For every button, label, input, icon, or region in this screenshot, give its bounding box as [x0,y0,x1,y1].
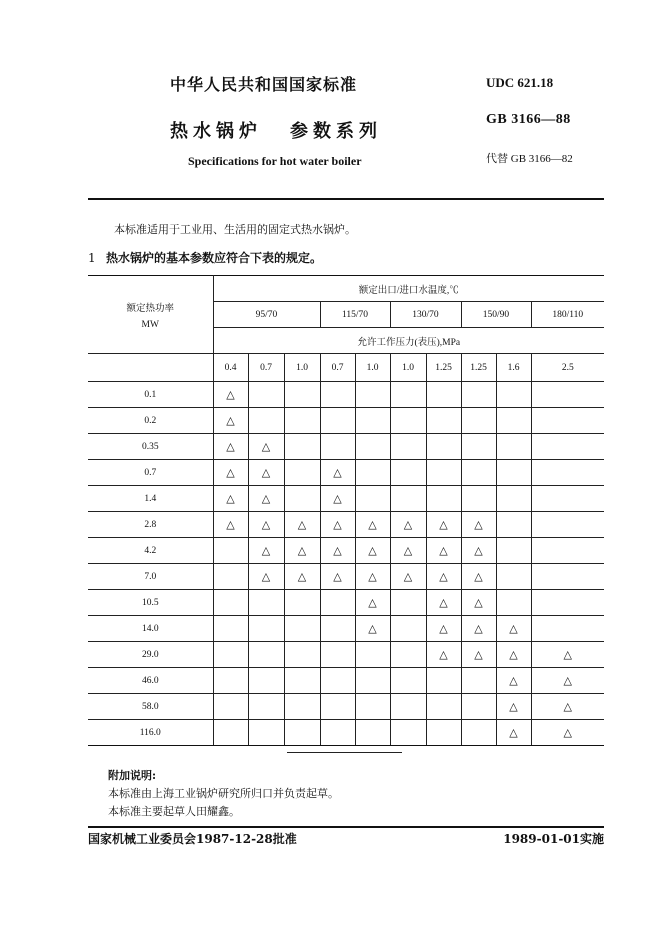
table-row [88,720,604,746]
table-cell [248,642,284,668]
scope-statement: 本标准适用于工业用、生活用的固定式热水锅炉。 [114,223,356,236]
table-cell [426,460,461,486]
table-cell [531,694,604,720]
table-cell [320,668,355,694]
table-cell [390,590,426,616]
table-cell [461,668,496,694]
table-cell [496,434,531,460]
table-cell [531,512,604,538]
table-cell [320,538,355,564]
applicable-mark-icon: △ [474,518,483,531]
applicable-mark-icon: △ [439,648,448,661]
table-cell [496,668,531,694]
effective-date: 1989-01-01实施 [503,832,604,846]
document-title-a: 热水锅炉 [170,121,262,142]
power-value: 58.0 [88,694,213,720]
table-cell [461,642,496,668]
table-cell [461,590,496,616]
applicable-mark-icon: △ [403,518,413,531]
table-cell [461,616,496,642]
table-cell [355,486,390,512]
table-cell [496,408,531,434]
table-cell [461,564,496,590]
table-cell [355,434,390,460]
applicable-mark-icon: △ [509,648,518,661]
table-cell [213,590,248,616]
applicable-mark-icon: △ [368,622,377,635]
applicable-mark-icon: △ [226,518,235,531]
table-cell [320,694,355,720]
table-row [88,512,604,538]
table-cell [390,694,426,720]
table-cell [531,720,604,746]
standard-title: 中华人民共和国国家标准 [170,75,358,94]
table-cell [496,720,531,746]
applicable-mark-icon: △ [474,622,483,635]
table-cell [284,512,320,538]
applicable-mark-icon: △ [297,570,307,583]
table-cell [284,616,320,642]
table-cell [355,590,390,616]
table-cell [426,486,461,512]
applicable-mark-icon: △ [226,440,235,453]
pressure-row-blank [88,354,213,382]
table-cell [355,564,390,590]
power-value: 116.0 [88,720,213,746]
table-cell [248,694,284,720]
applicable-mark-icon: △ [509,700,518,713]
table-cell [320,382,355,408]
table-cell [248,720,284,746]
power-value: 7.0 [88,564,213,590]
table-cell [461,408,496,434]
table-cell [531,538,604,564]
table-cell [320,408,355,434]
table-cell [390,408,426,434]
pressure-value: 2.5 [531,354,604,382]
table-cell [284,538,320,564]
table-cell [320,564,355,590]
table-cell [531,642,604,668]
applicable-mark-icon: △ [439,544,448,557]
table-cell [355,668,390,694]
table-cell [531,382,604,408]
table-cell [248,668,284,694]
table-cell [531,564,604,590]
applicable-mark-icon: △ [333,570,342,583]
rowhead-cell [88,276,213,354]
table-cell [426,408,461,434]
table-cell [390,616,426,642]
rowhead-label: 额定热功率 [126,303,174,314]
table-cell [248,486,284,512]
table-cell [355,408,390,434]
table-cell [390,382,426,408]
notes-heading: 附加说明: [108,769,157,782]
temp-group-95-70: 95/70 [213,302,320,328]
applicable-mark-icon: △ [563,674,572,687]
table-cell [213,538,248,564]
table-cell [284,668,320,694]
table-cell [213,564,248,590]
table-cell [248,564,284,590]
table-cell [390,460,426,486]
table-cell [390,668,426,694]
applicable-mark-icon: △ [368,596,377,609]
applicable-mark-icon: △ [226,466,235,479]
temp-group-150-90: 150/90 [461,302,531,328]
table-cell [531,434,604,460]
applicable-mark-icon: △ [563,726,572,739]
applicable-mark-icon: △ [439,518,448,531]
table-cell [320,616,355,642]
table-cell [213,512,248,538]
temp-group-130-70: 130/70 [390,302,461,328]
table-cell [496,642,531,668]
power-value: 0.7 [88,460,213,486]
document-title [170,117,382,143]
table-cell [213,694,248,720]
applicable-mark-icon: △ [439,570,448,583]
applicable-mark-icon: △ [261,466,271,479]
table-row [88,486,604,512]
applicable-mark-icon: △ [439,596,448,609]
table-row [88,460,604,486]
table-cell [284,408,320,434]
table-cell [355,694,390,720]
pressure-value: 1.25 [426,354,461,382]
table-cell [213,460,248,486]
table-cell [320,512,355,538]
power-value: 46.0 [88,668,213,694]
table-cell [496,382,531,408]
replaces-note: 代替 GB 3166—82 [486,153,573,165]
table-row [88,408,604,434]
table-cell [320,590,355,616]
table-cell [248,590,284,616]
table-cell [213,408,248,434]
table-cell [390,434,426,460]
power-value: 2.8 [88,512,213,538]
table-cell [248,408,284,434]
pressure-value: 1.0 [355,354,390,382]
table-cell [320,642,355,668]
table-cell [390,486,426,512]
pressure-value: 1.0 [284,354,320,382]
applicable-mark-icon: △ [474,544,483,557]
table-cell [390,512,426,538]
applicable-mark-icon: △ [333,466,342,479]
applicable-mark-icon: △ [563,648,572,661]
pressure-value: 1.0 [390,354,426,382]
table-cell [390,642,426,668]
table-cell [284,486,320,512]
header-divider [88,198,604,200]
power-value: 0.35 [88,434,213,460]
table-cell [531,616,604,642]
notes-line-2: 本标准主要起草人田耀鑫。 [108,805,240,818]
applicable-mark-icon: △ [439,622,448,635]
table-cell [461,382,496,408]
table-cell [320,486,355,512]
temp-group-180-110: 180/110 [531,302,604,328]
applicable-mark-icon: △ [509,674,518,687]
table-cell [248,382,284,408]
applicable-mark-icon: △ [261,440,271,453]
table-cell [248,434,284,460]
pressure-value: 0.7 [320,354,355,382]
table-cell [426,434,461,460]
approval-date: 国家机械工业委员会1987-12-28批准 [88,832,297,846]
table-cell [248,616,284,642]
pressure-value: 0.4 [213,354,248,382]
temp-group-115-70: 115/70 [320,302,390,328]
applicable-mark-icon: △ [226,492,235,505]
applicable-mark-icon: △ [333,518,342,531]
table-row [88,382,604,408]
applicable-mark-icon: △ [509,726,518,739]
table-cell [426,694,461,720]
table-cell [461,486,496,512]
table-cell [496,512,531,538]
applicable-mark-icon: △ [333,544,342,557]
table-cell [496,564,531,590]
table-cell [213,720,248,746]
table-row [88,564,604,590]
applicable-mark-icon: △ [368,518,377,531]
table-cell [355,642,390,668]
table-cell [355,460,390,486]
temperature-header: 额定出口/进口水温度,℃ [213,276,604,302]
pressure-value: 0.7 [248,354,284,382]
table-cell [426,720,461,746]
footer-divider [88,826,604,828]
table-cell [284,590,320,616]
applicable-mark-icon: △ [474,648,483,661]
applicable-mark-icon: △ [226,414,235,427]
table-cell [284,564,320,590]
table-row [88,616,604,642]
table-cell [496,460,531,486]
table-cell [248,512,284,538]
table-cell [461,538,496,564]
table-cell [496,616,531,642]
table-cell [390,538,426,564]
table-cell [426,564,461,590]
table-cell [496,694,531,720]
table-cell [461,460,496,486]
pressure-value: 1.6 [496,354,531,382]
clause-number: 1 [88,251,96,265]
applicable-mark-icon: △ [297,544,307,557]
power-value: 29.0 [88,642,213,668]
table-cell [426,668,461,694]
table-row [88,694,604,720]
udc-number: UDC 621.18 [486,75,554,90]
power-value: 10.5 [88,590,213,616]
power-value: 0.1 [88,382,213,408]
table-cell [461,434,496,460]
clause-text: 热水锅炉的基本参数应符合下表的规定。 [106,251,323,265]
table-cell [426,538,461,564]
applicable-mark-icon: △ [261,570,271,583]
table-cell [496,538,531,564]
table-cell [213,668,248,694]
notes-line-1: 本标准由上海工业锅炉研究所归口并负责起草。 [108,787,339,800]
applicable-mark-icon: △ [226,388,235,401]
table-cell [390,720,426,746]
pressure-header: 允许工作压力(表压),MPa [213,328,604,354]
table-cell [496,486,531,512]
applicable-mark-icon: △ [368,570,377,583]
table-cell [461,720,496,746]
gb-number: GB 3166—88 [486,112,571,127]
table-cell [320,434,355,460]
table-cell [531,590,604,616]
table-cell [213,382,248,408]
table-cell [284,382,320,408]
table-cell [284,694,320,720]
table-cell [355,720,390,746]
power-value: 1.4 [88,486,213,512]
pressure-value: 1.25 [461,354,496,382]
table-cell [248,460,284,486]
applicable-mark-icon: △ [368,544,377,557]
applicable-mark-icon: △ [333,492,342,505]
table-cell [248,538,284,564]
power-value: 0.2 [88,408,213,434]
applicable-mark-icon: △ [474,596,483,609]
table-row [88,668,604,694]
parameter-table [88,275,604,746]
document-title-b: 参数系列 [290,121,382,142]
power-value: 14.0 [88,616,213,642]
table-cell [461,694,496,720]
table-cell [390,564,426,590]
table-cell [426,642,461,668]
applicable-mark-icon: △ [563,700,572,713]
applicable-mark-icon: △ [261,492,271,505]
table-row [88,434,604,460]
table-cell [284,720,320,746]
table-cell [320,720,355,746]
table-cell [213,486,248,512]
table-cell [426,382,461,408]
table-cell [284,434,320,460]
english-title: Specifications for hot water boiler [188,154,362,168]
table-cell [355,382,390,408]
table-cell [284,460,320,486]
table-cell [284,642,320,668]
table-row [88,642,604,668]
applicable-mark-icon: △ [509,622,518,635]
applicable-mark-icon: △ [261,544,271,557]
applicable-mark-icon: △ [403,544,413,557]
table-cell [320,460,355,486]
end-rule [287,752,402,753]
table-cell [426,616,461,642]
table-cell [531,486,604,512]
table-cell [213,616,248,642]
applicable-mark-icon: △ [297,518,307,531]
table-row [88,538,604,564]
table-row [88,590,604,616]
table-cell [426,590,461,616]
table-cell [496,590,531,616]
table-cell [213,642,248,668]
table-cell [531,408,604,434]
table-cell [461,512,496,538]
power-value: 4.2 [88,538,213,564]
table-cell [531,460,604,486]
table-cell [355,616,390,642]
applicable-mark-icon: △ [474,570,483,583]
table-cell [355,538,390,564]
table-cell [213,434,248,460]
clause-1 [88,249,322,266]
applicable-mark-icon: △ [261,518,271,531]
table-cell [355,512,390,538]
applicable-mark-icon: △ [403,570,413,583]
table-cell [531,668,604,694]
table-cell [426,512,461,538]
rowhead-unit: MW [141,319,159,330]
